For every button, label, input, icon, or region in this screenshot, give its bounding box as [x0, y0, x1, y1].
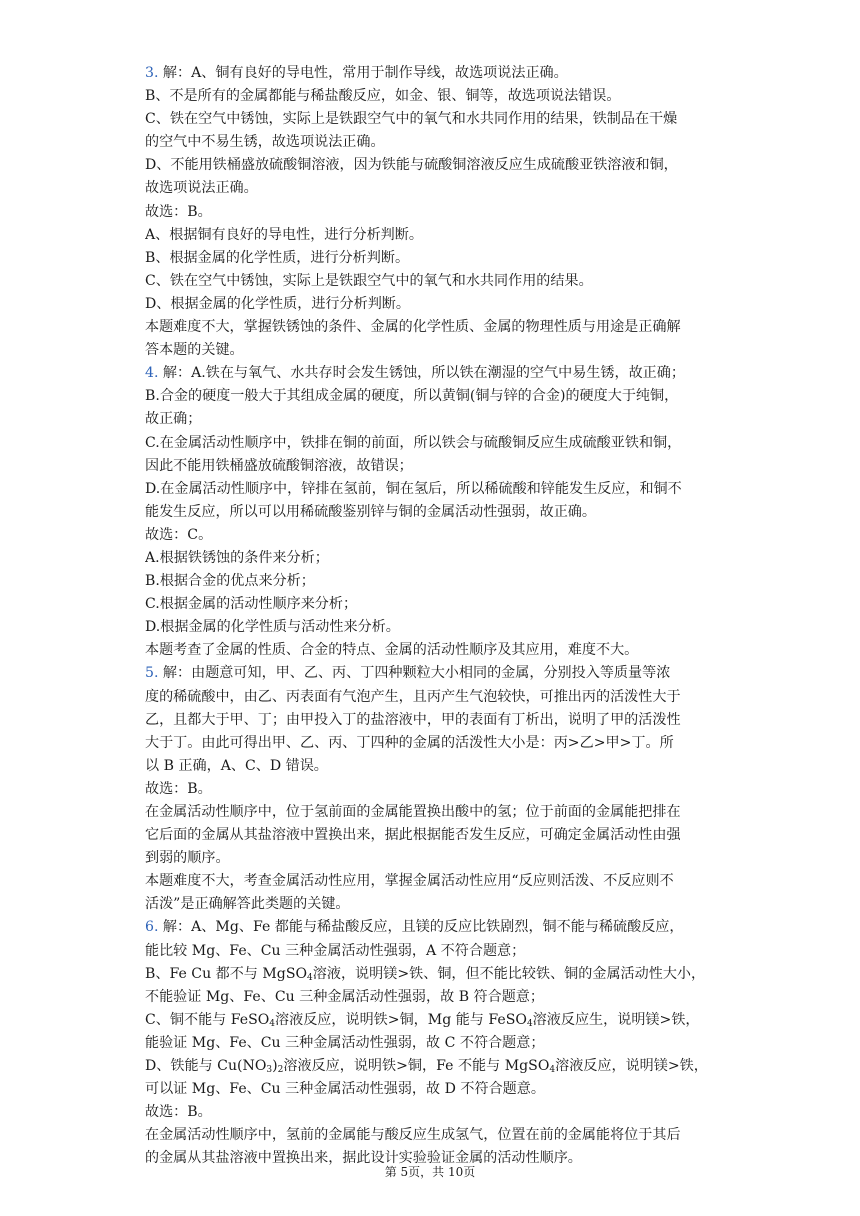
text-line: 到弱的顺序。: [145, 850, 230, 867]
text-line: 以 B 正确，A、C、D 错误。: [145, 757, 328, 774]
text-line: 故正确；: [145, 411, 202, 428]
text-line: 本题难度不大，掌握铁锈蚀的条件、金属的化学性质、金属的物理性质与用途是正确解: [145, 319, 681, 336]
text-line: 可以证 Mg、Fe、Cu 三种金属活动性强弱，故 D 不符合题意。: [145, 1081, 545, 1098]
text-line: 故选项说法正确。: [145, 180, 258, 197]
text-line: 能验证 Mg、Fe、Cu 三种金属活动性强弱，故 C 不符合题意；: [145, 1034, 545, 1051]
text-line: 能比较 Mg、Fe、Cu 三种金属活动性强弱，A 不符合题意；: [145, 942, 526, 959]
text-line: 大于丁。由此可得出甲、乙、丙、丁四种的金属的活泼性大小是：丙>乙>甲>丁。所: [145, 734, 674, 751]
text-line: 故选：B。: [145, 780, 212, 797]
answer-5: 5. 解：由题意可知，甲、乙、丙、丁四种颗粒大小相同的金属，分别投入等质量等浓 度的稀硫酸中，由乙、丙表面有气泡产生，且丙产生气泡较快，可推出丙的活泼性大于 乙，且都大于甲、丁；由甲投入丁的盐溶液中，甲的表面有丁析出，说明了甲的活泼性 大于丁。由此可得出甲、乙、丙、丁四种的金属的活泼性大小是：丙>乙>甲>丁。所 以 B 正确，A、C、D 错误。 故选：B。 在金属活动性顺序中，位于氢前面的金属能置换出酸中的氢；位于前面的金属能把排在 它后面的金属从其盐溶液中置换出来，据此根据能否发生反应，可确定金属活动性由强 到弱的顺序。 本题难度不大，考查金属活动性应用，掌握金属活动性应用“反应则活泼、不反应则不 活泼”是正确解答此类题的关键。: [145, 662, 720, 916]
text-line: B、Fe Cu 都不与 MgSO$_4$溶液，说明镁>铁、铜，但不能比较铁、铜的金属活动性大小，: [145, 965, 706, 983]
text-line: 乙，且都大于甲、丁；由甲投入丁的盐溶液中，甲的表面有丁析出，说明了甲的活泼性: [145, 711, 681, 728]
text-line: 不能验证 Mg、Fe、Cu 三种金属活动性强弱，故 B 符合题意；: [145, 988, 544, 1005]
answer-6: 6. 解：A、Mg、Fe 都能与稀盐酸反应，且镁的反应比铁剧烈，铜不能与稀硫酸反应， 能比较 Mg、Fe、Cu 三种金属活动性强弱，A 不符合题意； B、Fe Cu 都不与 MgSO$_4$溶液，说明镁>铁、铜，但不能比较铁、铜的金属活动性大小， 不能验证 Mg、Fe、Cu 三种金属活动性强弱，故 B 符合题意； C、铜不能与 FeSO$_4$溶液反应，说明铁>铜，Mg 能与 FeSO$_4$溶液反应生，说明镁>铁， 能验证 Mg、Fe、Cu 三种金属活动性强弱，故 C 不符合题意； D、铁能与 $Cu(NO_3)_2$溶液反应，说明铁>铜，Fe 不能与 MgSO$_4$溶液反应，说明镁>铁， 可以证 Mg、Fe、Cu 三种金属活动性强弱，故 D 不符合题意。 故选：B。 在金属活动性顺序中，氢前的金属能与酸反应生成氢气，位置在前的金属能将位于其后 的金属从其盐溶液中置换出来，据此设计实验验证金属的活动性顺序。: [145, 916, 720, 1170]
text-line: C、铜不能与 FeSO$_4$溶液反应，说明铁>铜，Mg 能与 FeSO$_4$溶液反应生，说明镁>铁，: [145, 1011, 700, 1029]
text-line: 活泼”是正确解答此类题的关键。: [145, 896, 350, 913]
text-line: 故选：B。: [145, 1104, 212, 1121]
answer-4: 4. 解：A.铁在与氧气、水共存时会发生锈蚀，所以铁在潮湿的空气中易生锈，故正确； B.合金的硬度一般大于其组成金属的硬度，所以黄铜(铜与锌的合金)的硬度大于纯铜， 故正确； C.在金属活动性顺序中，铁排在铜的前面，所以铁会与硫酸铜反应生成硫酸亚铁和铜， 因此不能用铁桶盛放硫酸铜溶液，故错误； D.在金属活动性顺序中，锌排在氢前，铜在氢后，所以稀硫酸和锌能发生反应，和铜不 能发生反应，所以可以用稀硫酸鉴别锌与铜的金属活动性强弱，故正确。 故选：C。 A.根据铁锈蚀的条件来分析； B.根据合金的优点来分析； C.根据金属的活动性顺序来分析； D.根据金属的化学性质与活动性来分析。 本题考查了金属的性质、合金的特点、金属的活动性顺序及其应用，难度不大。: [145, 362, 720, 662]
text-line: C.在金属活动性顺序中，铁排在铜的前面，所以铁会与硫酸铜反应生成硫酸亚铁和铜，: [145, 434, 682, 451]
text-line: B、根据金属的化学性质，进行分析判断。: [145, 249, 410, 266]
text-line: 故选：B。: [145, 203, 212, 220]
text-line: D、根据金属的化学性质，进行分析判断。: [145, 295, 410, 312]
text-line: C.根据金属的活动性顺序来分析；: [145, 596, 358, 613]
text-line: 的空气中不易生锈，故选项说法正确。: [145, 134, 385, 151]
text-line: A.根据铁锈蚀的条件来分析；: [145, 549, 329, 566]
text-line: B、不是所有的金属都能与稀盐酸反应，如金、银、铜等，故选项说法错误。: [145, 88, 621, 105]
text-line: 本题考查了金属的性质、合金的特点、金属的活动性顺序及其应用，难度不大。: [145, 642, 639, 659]
question-number: 4.: [145, 365, 159, 382]
text-line: 在金属活动性顺序中，氢前的金属能与酸反应生成氢气，位置在前的金属能将位于其后: [145, 1127, 681, 1144]
text-line: D、不能用铁桶盛放硫酸铜溶液，因为铁能与硫酸铜溶液反应生成硫酸亚铁溶液和铜，: [145, 157, 678, 174]
text-line: B.根据合金的优点来分析；: [145, 573, 315, 590]
text-line: D.根据金属的化学性质与活动性来分析。: [145, 619, 400, 636]
page-footer: 第 5页，共 10页: [384, 1165, 476, 1179]
question-number: 6.: [145, 919, 159, 936]
text-line: C、铁在空气中锈蚀，实际上是铁跟空气中的氧气和水共同作用的结果，铁制品在干燥: [145, 111, 678, 128]
text-line: 度的稀硫酸中，由乙、丙表面有气泡产生，且丙产生气泡较快，可推出丙的活泼性大于: [145, 688, 681, 705]
text-line: 的金属从其盐溶液中置换出来，据此设计实验验证金属的活动性顺序。: [145, 1150, 582, 1167]
text-line: A、根据铜有良好的导电性，进行分析判断。: [145, 226, 423, 243]
text-line: 答本题的关键。: [145, 342, 244, 359]
text-line: 能发生反应，所以可以用稀硫酸鉴别锌与铜的金属活动性强弱，故正确。: [145, 503, 596, 520]
text-line: 在金属活动性顺序中，位于氢前面的金属能置换出酸中的氢；位于前面的金属能把排在: [145, 804, 681, 820]
answer-3: 3. 解：A、铜有良好的导电性，常用于制作导线，故选项说法正确。 B、不是所有的金属都能与稀盐酸反应，如金、银、铜等，故选项说法错误。 C、铁在空气中锈蚀，实际上是铁跟空气中的氧气和水共同作用的结果，铁制品在干燥 的空气中不易生锈，故选项说法正确。 D、不能用铁桶盛放硫酸铜溶液，因为铁能与硫酸铜溶液反应生成硫酸亚铁溶液和铜， 故选项说法正确。 故选：B。 A、根据铜有良好的导电性，进行分析判断。 B、根据金属的化学性质，进行分析判断。 C、铁在空气中锈蚀，实际上是铁跟空气中的氧气和水共同作用的结果。 D、根据金属的化学性质，进行分析判断。 本题难度不大，掌握铁锈蚀的条件、金属的化学性质、金属的物理性质与用途是正确解 答本题的关键。: [145, 62, 720, 362]
text-line: D、铁能与 $Cu(NO_3)_2$溶液反应，说明铁>铜，Fe 不能与 MgSO$_4$溶液反应，说明镁>铁，: [145, 1058, 708, 1076]
question-number: 5.: [145, 665, 159, 682]
text-line: D.在金属活动性顺序中，锌排在氢前，铜在氢后，所以稀硫酸和锌能发生反应，和铜不: [145, 480, 682, 497]
question-number: 3.: [145, 65, 159, 81]
text-line: B.合金的硬度一般大于其组成金属的硬度，所以黄铜(铜与锌的合金)的硬度大于纯铜，: [145, 388, 679, 405]
text-line: C、铁在空气中锈蚀，实际上是铁跟空气中的氧气和水共同作用的结果。: [145, 272, 593, 289]
text-line: 因此不能用铁桶盛放硫酸铜溶液，故错误；: [145, 457, 413, 474]
text-line: 故选：C。: [145, 526, 213, 543]
text-line: 本题难度不大，考查金属活动性应用，掌握金属活动性应用“反应则活泼、不反应则不: [145, 873, 674, 890]
text-line: 它后面的金属从其盐溶液中置换出来，据此根据能否发生反应，可确定金属活动性由强: [145, 827, 681, 844]
